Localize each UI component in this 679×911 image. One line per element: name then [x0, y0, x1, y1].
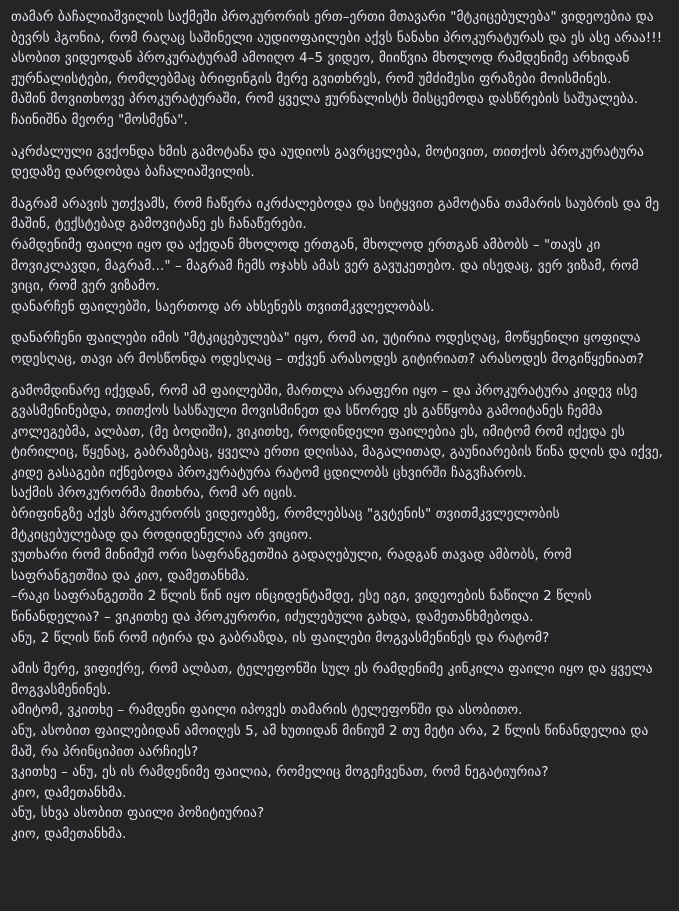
text-line: ამიტომ, ვკითხე – რამდენი ფაილი იპოვეს თამარის ტელეფონში და ასობითო. [11, 703, 523, 719]
paragraph [11, 8, 669, 132]
text-line: რამდენიმე ფაილი იყო და აქედან მხოლოდ ერთგან, მხოლოდ ერთგან ამბობს – "თავს კი მოვიკლავდი, მაგრამ..." – მაგრამ ჩემს ოჯახს ამას ვერ გავუკეთებო. და ისედაც, ვერ ვიზამ, რომ ვიცი, რომ ვერ ვიზამო. [11, 237, 639, 295]
text-line: აკრძალული გვქონდა ხმის გამოტანა და აუდიოს გავრცელება, მოტივით, თითქოს პროკურატურა დედაზე დარდობდა ბაჩალიაშვილის. [11, 144, 644, 181]
paragraph [11, 195, 669, 319]
text-line: ვუთხარი რომ მინიმუმ ორი საფრანგეთშია გადაღებული, რადგან თავად ამბობს, რომ საფრანგეთშია და კიო, დამეთანხმა. [11, 548, 572, 584]
text-line: მაგრამ არავის უთქვამს, რომ ჩაწერა იკრძალებოდა და სიტყვით გამოტანა თამარის საუბრის და მე მაშინ, ტექსტებად გამოვიტანე ეს ჩანაწერები. [11, 196, 660, 233]
text-line: მაშინ მოვითხოვე პროკურატურაში, რომ ყველა ჟურნალისტს მისცემოდა დასწრების საშუალება. [11, 92, 639, 108]
text-line: ვკითხე – ანუ, ეს ის რამდენიმე ფაილია, რომელიც მოგეჩვენათ, რომ ნეგატიურია? [11, 765, 549, 781]
text-line: კიო, დამეთანხმა. [11, 785, 127, 801]
text-line: დანარჩენი ფაილები იმის "მტკიცებულება" იყო, რომ აი, უტირია ოდესღაც, მოწყენილი ყოფილა ოდესღაც, თავი არ მოსწონდა ოდესღაც – თქვენ არასოდეს გიტირიათ? არასოდეს მოგიწყენიათ? [11, 331, 645, 367]
text-line: ანუ, ასობით ფაილებიდან ამოიღეს 5, ამ ხუთიდან მინიუმ 2 თუ მეტი არა, 2 წლის წინანდელია და მაშ, რა პრინციპით აარჩიეს? [11, 724, 649, 760]
text-line: –რაკი საფრანგეთში 2 წლის წინ იყო ინციდენტამდე, ესე იგი, ვიდეოების ნაწილი 2 წლის წინანდელია? – ვიკითხე და პროკურორი, იძულებული გახდა, დამეთანხმებოდა. [11, 589, 592, 626]
text-line: კიო, დამეთანხმა. [11, 826, 127, 842]
text-line: ბრიფინგზე აქვს პროკურორს ვიდეოებზე, რომლებსაც "გვტენის" თვითმკვლელობის მტკიცებულებად და როდიდენელია არ ვიციო. [11, 507, 560, 543]
text-line: საქმის პროკურორმა მითხრა, რომ არ იცის. [11, 486, 297, 502]
text-line: ანუ, სხვა ასობით ფაილი პოზიტიურია? [11, 806, 265, 822]
paragraph [11, 329, 669, 370]
text-line: თამარ ბაჩალიაშვილის საქმეში პროკურორის ერთ–ერთი მთავარი "მტკიცებულება" ვიდეოებია და ბევრს ჰგონია, რომ რაღაც საშინელი აუდიოფაილები აქვს ნანახი პროკურატურას და ეს ასე არაა!!! [11, 10, 663, 46]
paragraph [11, 382, 669, 650]
paragraph [11, 660, 669, 845]
text-line: ანუ, 2 წლის წინ რომ იტირა და გაბრაზდა, ის ფაილები მოგვასმენინეს და რატომ? [11, 630, 550, 646]
text-line: გამომდინარე იქედან, რომ ამ ფაილებში, მართლა არაფერი იყო – და პროკურატურა კიდევ ისე გვასმენინებდა, თითქოს სასწაული მოვისმინეთ და სწორედ ეს განწყობა გამოიტანეს ჩემმა კოლეგებმა, ალბათ, (მე ბოდიში), ვიკითხე, როდინდელი ფაილებია ეს, იმიტომ რომ იქედა ეს ტირილიც, წყენაც, გაბრაზებაც, ყველა ერთი დღისაა, მაგალითად, გაუნიარების წინა დღის და იქვე, კიდე გასაგები იქნებოდა პროკურატურა რატომ ცდილობს ცხვირში ჩაგვჩაროს. [11, 383, 664, 481]
paragraph [11, 143, 669, 184]
text-line: ასობით ვიდეოდან პროკურატურამ ამოიღო 4–5 ვიდეო, მიიწვია მხოლოდ რამდენიმე არხიდან ჟურნალისტები, რომლებმაც ბრიფინგის მერე გვითხრეს, რომ უმძიმესი ფრაზები მოისმინეს. [11, 51, 630, 87]
text-line: დანარჩენ ფაილებში, საერთოდ არ ახსენებს თვითმკვლელობას. [11, 299, 435, 315]
text-line: ამის მერე, ვიფიქრე, რომ ალბათ, ტელეფონში სულ ეს რამდენიმე კინკილა ფაილი იყო და ყველა მოგვასმენინეს. [11, 662, 653, 698]
text-line: ჩაინიშნა მეორე "მოსმენა". [11, 112, 188, 128]
